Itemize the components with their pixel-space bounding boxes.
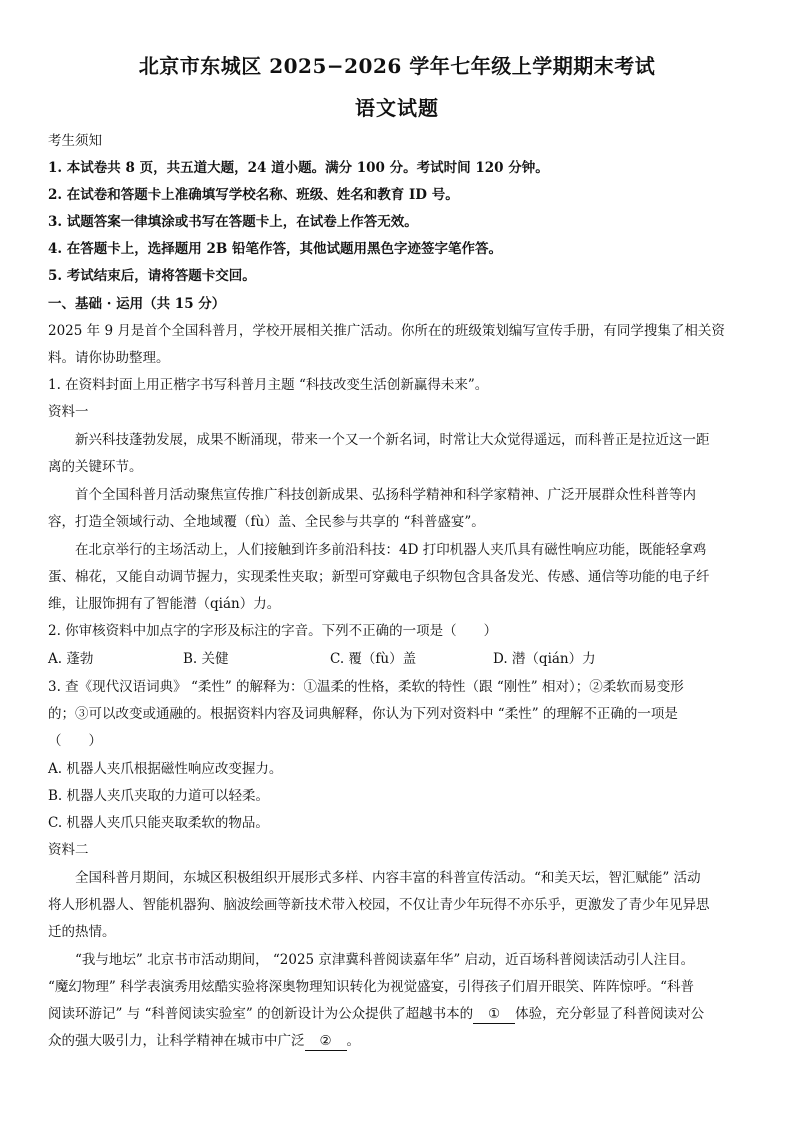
line-3-text-a: 阅读环游记” 与 “科普阅读实验室” 的创新设计为公众提供了超越书本的 (48, 1006, 474, 1022)
notice-item-5: 5. 考试结束后，请将答题卡交回。 (48, 268, 256, 284)
exam-title: 北京市东城区 2025−2026 学年七年级上学期期末考试 (138, 54, 656, 78)
question-2-option-c: C. 覆（fù）盖 (330, 651, 417, 667)
question-3-option-c: C. 机器人夹爪只能夹取柔软的物品。 (48, 815, 269, 831)
material-2-paragraph-1-line-1: 全国科普月期间，东城区积极组织开展形式多样、内容丰富的科普宣传活动。“和美天坛，智汇赋能” 活动 (75, 870, 701, 886)
material-1-paragraph-1-line-2: 离的关键环节。 (48, 459, 143, 475)
question-3-option-b: B. 机器人夹爪夹取的力道可以轻柔。 (48, 788, 270, 804)
question-3-line-1: 3. 查《现代汉语词典》 “柔性” 的解释为：①温柔的性格，柔软的特性（跟 “刚性” 相对）；②柔软而易变形 (48, 679, 684, 695)
line-4-text-b: 。 (346, 1033, 360, 1049)
material-2-paragraph-2-line-1: “我与地坛” 北京书市活动期间， “2025 京津冀科普阅读嘉年华” 启动，近百场科普阅读活动引人注目。 (75, 952, 695, 968)
material-2-paragraph-2-line-2: “魔幻物理” 科学表演秀用炫酷实验将深奥物理知识转化为视觉盛宴，引得孩子们眉开眼笑、阵阵惊呼。“科普 (48, 979, 694, 995)
section-intro-line-2: 料。请你协助整理。 (48, 350, 170, 366)
question-2: 2. 你审核资料中加点字的字形及标注的字音。下列不正确的一项是（ ） (48, 623, 498, 639)
question-3-option-a: A. 机器人夹爪根据磁性响应改变握力。 (48, 761, 283, 777)
section-heading: 一、基础 · 运用（共 15 分） (48, 296, 226, 312)
section-intro-line-1: 2025 年 9 月是首个全国科普月，学校开展相关推广活动。你所在的班级策划编写宣传手册，有同学搜集了相关资 (48, 323, 725, 339)
material-1-paragraph-3-line-3: 维，让服饰拥有了智能潜（qián）力。 (48, 596, 281, 612)
material-1-paragraph-2-line-1: 首个全国科普月活动聚焦宣传推广科技创新成果、弘扬科学精神和科学家精神、广泛开展群众性科普等内 (75, 487, 696, 503)
material-1-paragraph-3-line-1: 在北京举行的主场活动上，人们接触到许多前沿科技：4D 打印机器人夹爪具有磁性响应功能，既能轻拿鸡 (75, 542, 707, 558)
fill-in-blank-1: ① (473, 1005, 515, 1024)
material-1-label: 资料一 (48, 404, 89, 420)
notice-item-2: 2. 在试卷和答题卡上准确填写学校名称、班级、姓名和教育 ID 号。 (48, 187, 459, 203)
question-1: 1. 在资料封面上用正楷字书写科普月主题 “科技改变生活创新赢得未来”。 (48, 377, 489, 393)
material-2-paragraph-2-line-3 (48, 1005, 748, 1024)
material-1-paragraph-2-line-2: 容，打造全领域行动、全地域覆（fù）盖、全民参与共享的 “科普盛宴”。 (48, 514, 485, 530)
line-3-text-b: 体验，充分彰显了科普阅读对公 (515, 1006, 705, 1022)
question-2-option-a: A. 蓬勃 (48, 651, 94, 667)
notice-heading: 考生须知 (48, 133, 102, 149)
material-2-paragraph-2-line-4 (48, 1032, 748, 1051)
line-4-text-a: 众的强大吸引力，让科学精神在城市中广泛 (48, 1033, 305, 1049)
notice-item-1: 1. 本试卷共 8 页，共五道大题，24 道小题。满分 100 分。考试时间 120 分钟。 (48, 160, 549, 176)
material-2-label: 资料二 (48, 842, 89, 858)
question-2-option-b: B. 关健 (183, 651, 229, 667)
material-1-paragraph-1-line-1: 新兴科技蓬勃发展，成果不断涌现，带来一个又一个新名词，时常让大众觉得遥远，而科普正是拉近这一距 (75, 432, 710, 448)
question-3-line-3: （ ） (48, 733, 102, 749)
notice-item-4: 4. 在答题卡上，选择题用 2B 铅笔作答，其他试题用黑色字迹签字笔作答。 (48, 241, 502, 257)
question-3-line-2: 的；③可以改变或通融的。根据资料内容及词典解释，你认为下列对资料中 “柔性” 的理解不正确的一项是 (48, 706, 678, 722)
fill-in-blank-2: ② (305, 1032, 347, 1051)
notice-item-3: 3. 试题答案一律填涂或书写在答题卡上，在试卷上作答无效。 (48, 214, 418, 230)
question-2-option-d: D. 潜（qián）力 (493, 651, 596, 667)
material-2-paragraph-1-line-3: 迁的热情。 (48, 924, 116, 940)
exam-subtitle: 语文试题 (355, 96, 439, 120)
material-2-paragraph-1-line-2: 将人形机器人、智能机器狗、脑波绘画等新技术带入校园，不仅让青少年玩得不亦乐乎，更激发了青少年见异思 (48, 897, 710, 913)
material-1-paragraph-3-line-2: 蛋、棉花，又能自动调节握力，实现柔性夹取；新型可穿戴电子织物包含具备发光、传感、通信等功能的电子纤 (48, 569, 710, 585)
